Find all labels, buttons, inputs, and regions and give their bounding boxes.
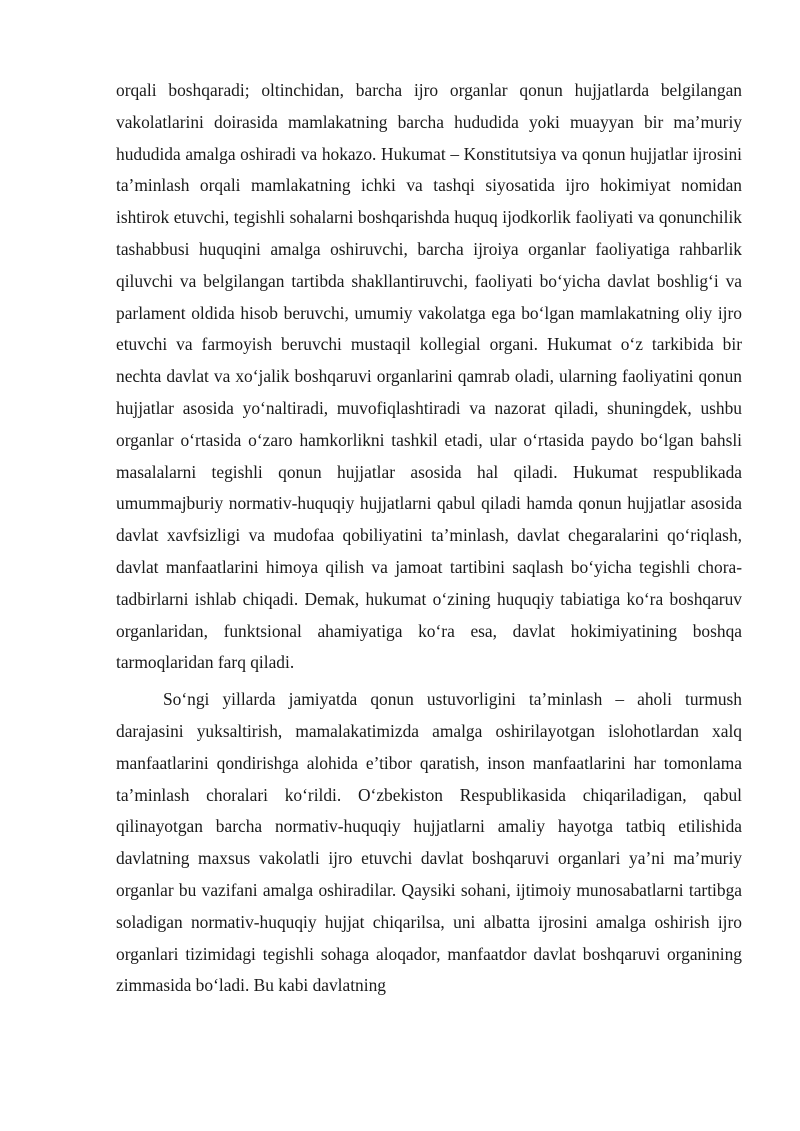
body-paragraph: So‘ngi yillarda jamiyatda qonun ustuvorligini ta’minlash – aholi turmush darajasini yuksaltirish, mamalakatimizda amalga oshirilayotgan islohotlardan xalq manfaatlarini qondirishga alohida e’tibor qaratish, inson manfaatlarini har tomonlama ta’minlash choralari ko‘rildi. O‘zbekiston Respublikasida chiqariladigan, qabul qilinayotgan barcha normativ-huquqiy hujjatlarni amaliy hayotga tatbiq etilishida davlatning maxsus vakolatli ijro etuvchi davlat boshqaruvi organlari ya’ni ma’muriy organlar bu vazifani amalga oshiradilar. Qaysiki sohani, ijtimoiy munosabatlarni tartibga soladigan normativ-huquqiy hujjat chiqarilsa, uni albatta ijrosini amalga oshirish ijro organlari tizimidagi tegishli sohaga aloqador, manfaatdor davlat boshqaruvi organining zimmasida bo‘ladi. Bu kabi davlatning xyxy=(116,689,742,996)
body-paragraph-continued: orqali boshqaradi; oltinchidan, barcha ijro organlar qonun hujjatlarda belgilangan vakolatlarini doirasida mamlakatning barcha hududida yoki muayyan bir ma’muriy hududida amalga oshiradi va hokazo. Hukumat – Konstitutsiya va qonun hujjatlar ijrosini ta’minlash orqali mamlakatning ichki va tashqi siyosatida ijro hokimiyat nomidan ishtirok etuvchi, tegishli sohalarni boshqarishda huquq ijodkorlik faoliyati va qonunchilik tashabbusi huquqini amalga oshiruvchi, barcha ijroiya organlar faoliyatiga rahbarlik qiluvchi va belgilangan tartibda shakllantiruvchi, faoliyati bo‘yicha davlat boshlig‘i va parlament oldida hisob beruvchi, umumiy vakolatga ega bo‘lgan mamlakatning oliy ijro etuvchi va farmoyish beruvchi mustaqil kollegial organi. Hukumat o‘z tarkibida bir nechta davlat va xo‘jalik boshqaruvi organlarini qamrab oladi, ularning faoliyatini qonun hujjatlar asosida yo‘naltiradi, muvofiqlashtiradi va nazorat qiladi, shuningdek, ushbu organlar o‘rtasida o‘zaro hamkorlikni tashkil etadi, ular o‘rtasida paydo bo‘lgan bahsli masalalarni tegishli qonun hujjatlar asosida hal qiladi. Hukumat respublikada umummajburiy normativ-huquqiy hujjatlarni qabul qiladi hamda qonun hujjatlar asosida davlat xavfsizligi va mudofaa qobiliyatini ta’minlash, davlat chegaralarini qo‘riqlash, davlat manfaatlarini himoya qilish va jamoat tartibini saqlash bo‘yicha tegishli chora-tadbirlarni ishlab chiqadi. Demak, hukumat o‘zining huquqiy tabiatiga ko‘ra boshqaruv organlaridan, funktsional ahamiyatiga ko‘ra esa, davlat hokimiyatining boshqa tarmoqlaridan farq qiladi. xyxy=(116,80,742,673)
document-page xyxy=(116,75,742,1002)
